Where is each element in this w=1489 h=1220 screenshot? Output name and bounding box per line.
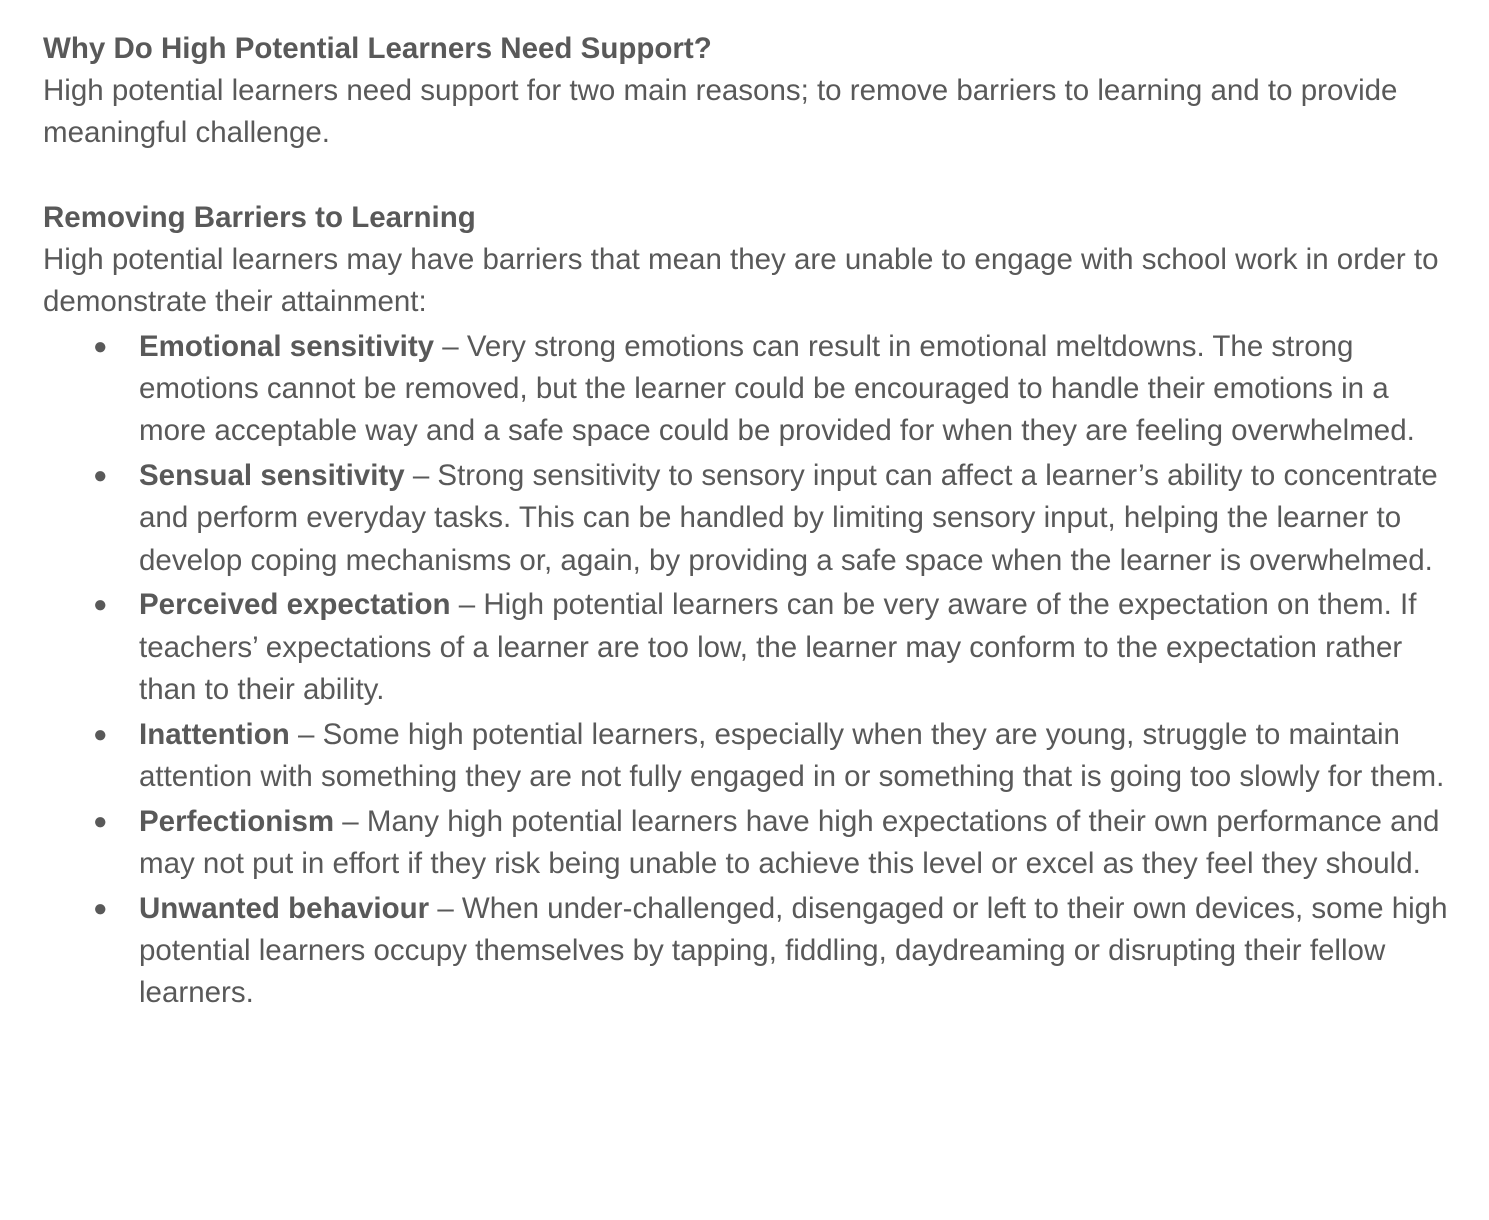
list-item [43,326,1448,453]
list-item [43,888,1448,1015]
list-item-text: – When under-challenged, disengaged or left to their own devices, some high potential learners occupy themselves by tapping, fiddling, daydreaming or disrupting their fellow learners. [139,891,1448,1010]
list-item [43,584,1448,711]
bullet-icon: ● [93,720,108,748]
list-item-text: – Strong sensitivity to sensory input can affect a learner’s ability to concentrate and perform everyday tasks. This can be handled by limiting sensory input, helping the learner to develop coping mechanisms or, again, by providing a safe space when the learner is overwhelmed. [139,459,1438,577]
list-item-term: Sensual sensitivity [139,459,405,493]
bullet-icon: ● [93,462,108,490]
bullet-icon: ● [93,333,108,360]
bullet-icon: ● [93,894,108,922]
list-item [43,455,1448,582]
list-item-term: Perfectionism [139,804,335,838]
list-item [43,801,1448,885]
bullet-icon: ● [93,807,108,835]
paragraph-spacer [43,155,1448,197]
section-heading-removing-barriers: Removing Barriers to Learning [43,200,476,234]
section-paragraph-removing-barriers: High potential learners may have barriers that mean they are unable to engage with school work in order to demonstrate their attainment: [43,243,1439,319]
list-item-term: Perceived expectation [139,588,451,622]
bullet-icon: ● [93,591,108,619]
list-item-term: Inattention [139,717,290,751]
list-item-term: Emotional sensitivity [139,330,435,363]
barriers-list [43,326,1448,1014]
section-heading-why-support: Why Do High Potential Learners Need Support? [43,32,712,65]
section-paragraph-why-support: High potential learners need support for two main reasons; to remove barriers to learning and to provide meaningful challenge. [43,74,1398,150]
list-item [43,714,1448,798]
document [43,28,1448,1014]
list-item-text: – High potential learners can be very aware of the expectation on them. If teachers’ expectations of a learner are too low, the learner may conform to the expectation rather than to their ability. [139,588,1417,706]
list-item-text: – Some high potential learners, especially when they are young, struggle to maintain attention with something they are not fully engaged in or something that is going too slowly for them. [139,717,1445,793]
list-item-text: – Very strong emotions can result in emotional meltdowns. The strong emotions cannot be removed, but the learner could be encouraged to handle their emotions in a more acceptable way and a safe space could be provided for when they are feeling overwhelmed. [139,330,1415,448]
list-item-term: Unwanted behaviour [139,891,430,925]
list-item-text: – Many high potential learners have high expectations of their own performance and may not put in effort if they risk being unable to achieve this level or excel as they feel they should. [139,804,1440,880]
